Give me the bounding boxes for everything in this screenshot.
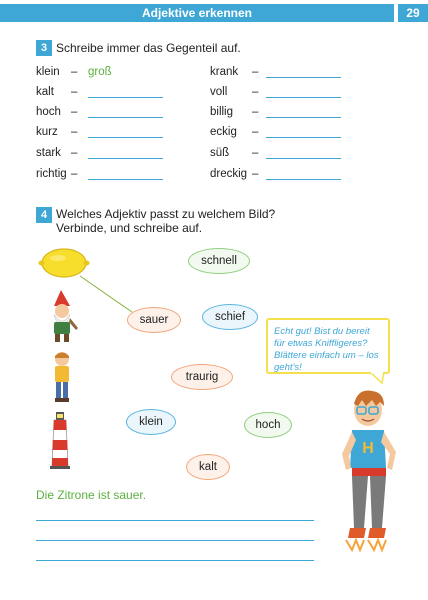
dash: – [71,106,78,118]
exercise-4-instruction-line2: Verbinde, und schreibe auf. [56,221,203,235]
bubble-sauer[interactable]: sauer [127,307,181,333]
answer-text: groß [88,66,112,78]
example-sentence: Die Zitrone ist sauer. [36,488,147,502]
dash: – [252,106,259,118]
dash: – [71,147,78,159]
writing-line[interactable] [36,520,314,521]
dash: – [252,86,259,98]
antonym-word: eckig [210,126,237,138]
antonym-word: hoch [36,106,61,118]
antonym-word: krank [210,66,239,78]
speech-bubble [266,318,390,374]
gnome-image[interactable] [42,288,82,344]
svg-text:H: H [362,440,374,457]
antonym-word: billig [210,106,234,118]
writing-line[interactable] [36,540,314,541]
antonym-word: voll [210,86,228,98]
child-image[interactable] [48,350,76,404]
bubble-traurig[interactable]: traurig [171,364,233,390]
dash: – [71,66,78,78]
speech-bubble-tail [370,372,386,384]
bubble-schnell[interactable]: schnell [188,248,250,274]
antonym-word: kalt [36,86,54,98]
dash: – [71,86,78,98]
bubble-hoch[interactable]: hoch [244,412,292,438]
antonym-word: klein [36,66,60,78]
bubble-schief[interactable]: schief [202,304,258,330]
page-title: Adjektive erkennen [141,6,253,20]
lighthouse-image[interactable] [48,410,72,470]
exercise-3-number: 3 [36,40,52,56]
dash: – [252,126,259,138]
page-number: 29 [398,4,428,22]
dash: – [252,147,259,159]
writing-line[interactable] [36,560,314,561]
dash: – [71,126,78,138]
dash: – [71,168,78,180]
mascot-image [338,388,404,554]
antonym-word: stark [36,147,61,159]
speech-bubble-text: Echt gut! Bist du bereit für etwas Kniffligeres? Blättere einfach um – los geht’s! [274,326,379,373]
exercise-3-instruction: Schreibe immer das Gegenteil auf. [56,41,241,55]
exercise-4-instruction-line1: Welches Adjektiv passt zu welchem Bild? [56,207,276,221]
dash: – [252,168,259,180]
antonym-word: richtig [36,168,67,180]
exercise-4-number: 4 [36,207,52,223]
antonym-word: kurz [36,126,58,138]
dash: – [252,66,259,78]
bubble-kalt[interactable]: kalt [186,454,230,480]
antonym-word: süß [210,147,230,159]
bubble-klein[interactable]: klein [126,409,176,435]
antonym-word: dreckig [210,168,248,180]
